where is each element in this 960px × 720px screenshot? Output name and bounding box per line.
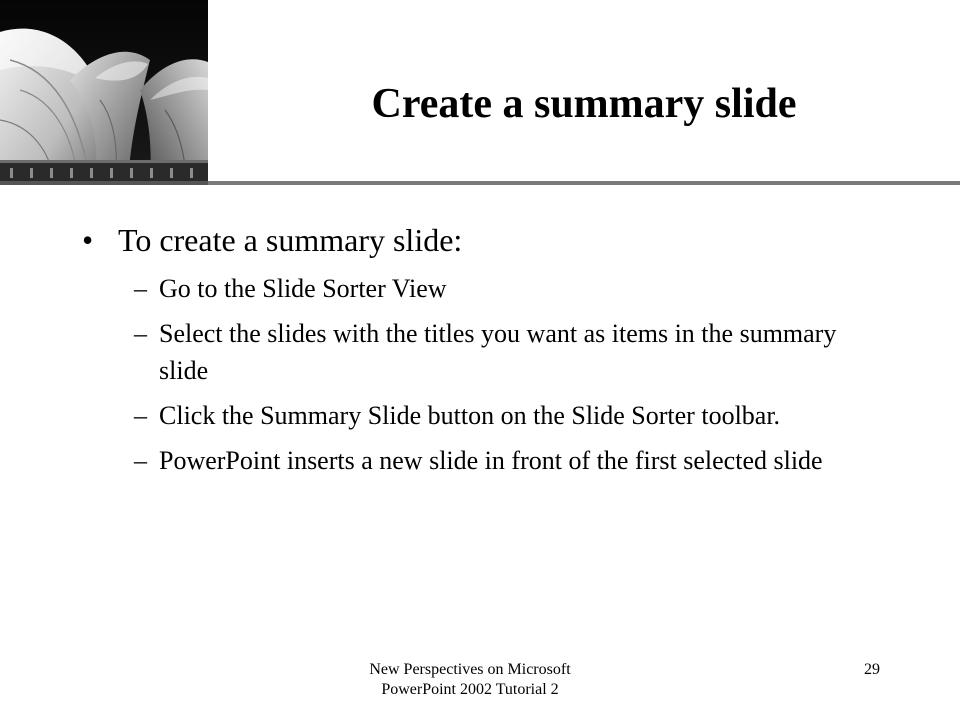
opera-house-image <box>0 0 208 184</box>
sub-bullet-marker: – <box>134 274 147 303</box>
bullet-marker: • <box>82 222 94 258</box>
sub-bullet-item <box>82 270 879 307</box>
sub-bullet-list <box>82 270 882 479</box>
slide-title: Create a summary slide <box>371 81 797 127</box>
sub-bullet-item <box>82 442 879 479</box>
slide-number: 29 <box>864 661 880 678</box>
sub-bullet-item <box>82 397 879 434</box>
sub-bullet-text: PowerPoint inserts a new slide in front of the first selected slide <box>159 446 823 475</box>
sub-bullet-text: Click the Summary Slide button on the Slide Sorter toolbar. <box>159 401 781 430</box>
bullet-item <box>82 214 882 266</box>
bullet-text: To create a summary slide: <box>118 222 463 258</box>
sub-bullet-marker: – <box>134 319 147 348</box>
footer-line-1: New Perspectives on Microsoft <box>369 661 571 678</box>
sub-bullet-text: Go to the Slide Sorter View <box>159 274 447 303</box>
opera-house-photo <box>0 0 208 184</box>
slide-body <box>82 214 882 487</box>
sub-bullet-item <box>82 315 879 389</box>
sub-bullet-marker: – <box>134 446 147 475</box>
sub-bullet-marker: – <box>134 401 147 430</box>
sub-bullet-text: Select the slides with the titles you want as items in the summary slide <box>159 319 837 385</box>
footer-text <box>300 660 640 700</box>
header-rule <box>208 181 960 185</box>
footer-line-2: PowerPoint 2002 Tutorial 2 <box>381 681 559 698</box>
header-rule-left <box>0 181 208 185</box>
